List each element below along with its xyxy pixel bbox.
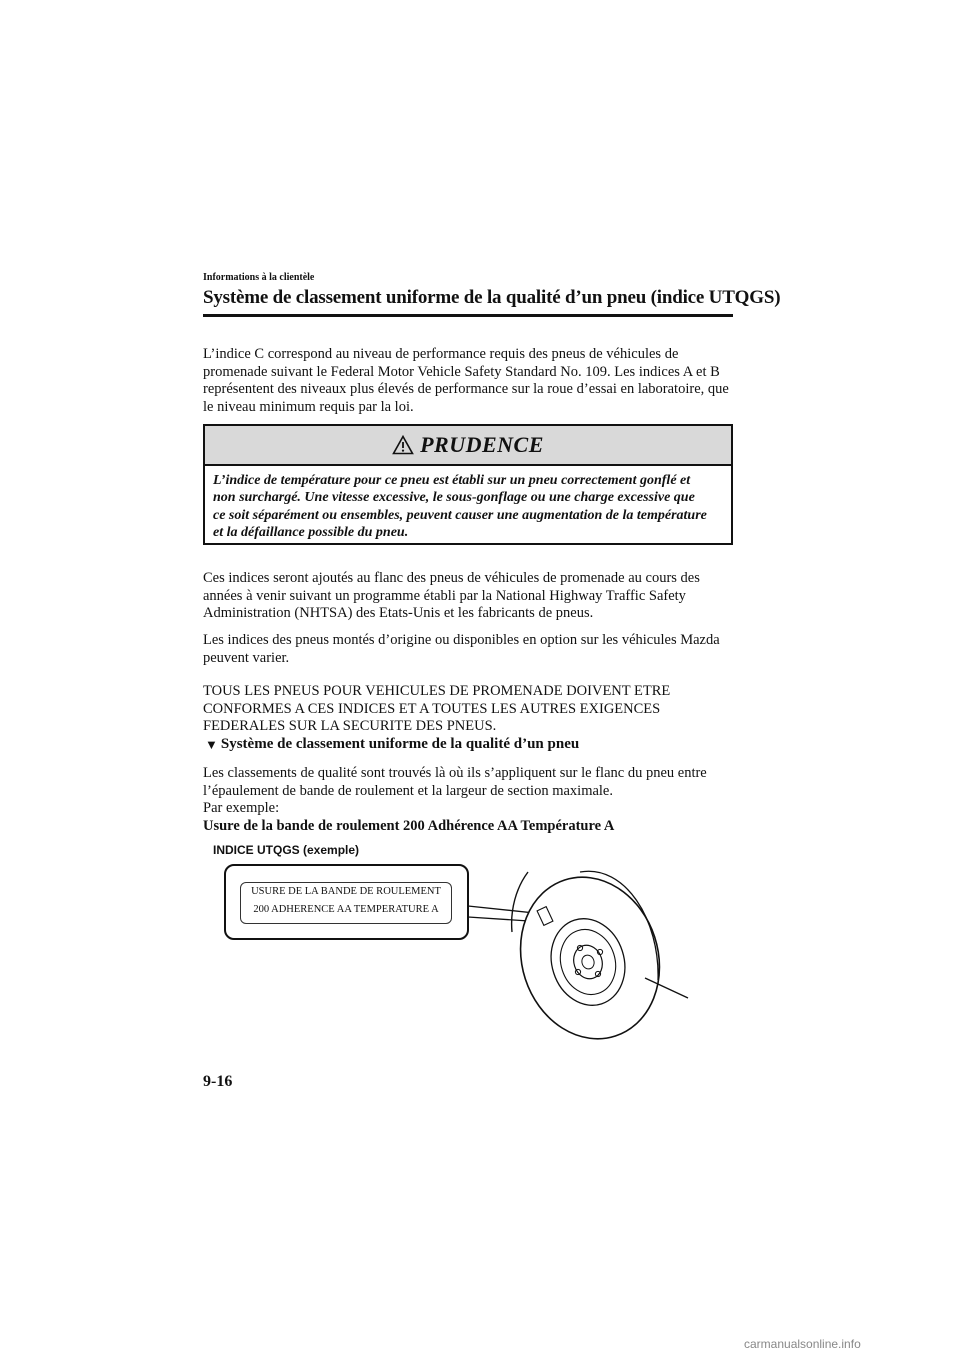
caution-text	[205, 466, 731, 541]
page-title: Système de classement uniforme de la qualité d’un pneu (indice UTQGS)	[203, 287, 781, 308]
subsection-heading	[205, 736, 579, 753]
grading-line-3: Par exemple:	[203, 800, 280, 816]
caution-box	[203, 424, 733, 545]
title-divider	[203, 314, 733, 317]
grading-paragraph	[203, 765, 733, 835]
caution-title: PRUDENCE	[420, 432, 544, 457]
caution-line-2: non surchargé. Une vitesse excessive, le sous-gonflage ou une charge excessive que	[213, 490, 695, 506]
mazda-paragraph	[203, 632, 733, 667]
intro-line-4: le niveau minimum requis par la loi.	[203, 398, 414, 415]
grading-example: Usure de la bande de roulement 200 Adhérence AA Température A	[203, 817, 615, 834]
grading-line-1: Les classements de qualité sont trouvés là où ils s’appliquent sur le flanc du pneu entre	[203, 765, 707, 781]
intro-line-2: promenade suivant le Federal Motor Vehicle Safety Standard No. 109. Les indices A et B	[203, 363, 720, 380]
compliance-line-2: CONFORMES A CES INDICES ET A TOUTES LES AUTRES EXIGENCES	[203, 700, 661, 717]
mazda-line-1: Les indices des pneus montés d’origine ou disponibles en option sur les véhicules Mazda	[203, 632, 720, 648]
tire-illustration	[440, 860, 700, 1045]
intro-paragraph	[203, 346, 733, 416]
warning-triangle-icon	[392, 435, 414, 455]
nhtsa-paragraph	[203, 570, 733, 623]
watermark: carmanualsonline.info	[744, 1337, 861, 1351]
compliance-paragraph	[203, 683, 733, 736]
intro-line-1: L’indice C correspond au niveau de performance requis des pneus de véhicules de	[203, 346, 679, 362]
triangle-down-icon: ▼	[205, 736, 218, 752]
intro-line-3: représentent des niveaux plus élevés de performance sur la roue d’essai en laboratoire, que	[203, 381, 729, 397]
nhtsa-line-2: années à venir suivant un programme établi par la National Highway Traffic Safety	[203, 587, 686, 604]
subsection-title: Système de classement uniforme de la qualité d’un pneu	[220, 736, 580, 752]
section-label: Informations à la clientèle	[203, 272, 315, 283]
nhtsa-line-1: Ces indices seront ajoutés au flanc des pneus de véhicules de promenade au cours des	[203, 570, 700, 586]
label-line-2: 200 ADHERENCE AA TEMPERATURE A	[253, 904, 439, 915]
caution-line-4: et la défaillance possible du pneu.	[213, 524, 409, 540]
nhtsa-line-3: Administration (NHTSA) des Etats-Unis et les fabricants de pneus.	[203, 605, 594, 621]
compliance-line-3: FEDERALES SUR LA SECURITE DES PNEUS.	[203, 718, 497, 734]
utqgs-label-plate	[240, 882, 452, 924]
grading-line-2: l’épaulement de bande de roulement et la largeur de section maximale.	[203, 782, 613, 799]
figure-caption: INDICE UTQGS (exemple)	[213, 843, 360, 857]
label-line-1: USURE DE LA BANDE DE ROULEMENT	[251, 886, 441, 897]
utqgs-callout	[224, 864, 469, 940]
mazda-line-2: peuvent varier.	[203, 649, 290, 666]
caution-line-3: ce soit séparément ou ensembles, peuvent causer une augmentation de la température	[213, 507, 707, 523]
compliance-line-1: TOUS LES PNEUS POUR VEHICULES DE PROMENADE DOIVENT ETRE	[203, 683, 671, 699]
page-number: 9-16	[203, 1073, 233, 1090]
caution-line-1: L’indice de température pour ce pneu est établi sur un pneu correctement gonflé et	[213, 473, 691, 488]
caution-header	[205, 426, 731, 466]
